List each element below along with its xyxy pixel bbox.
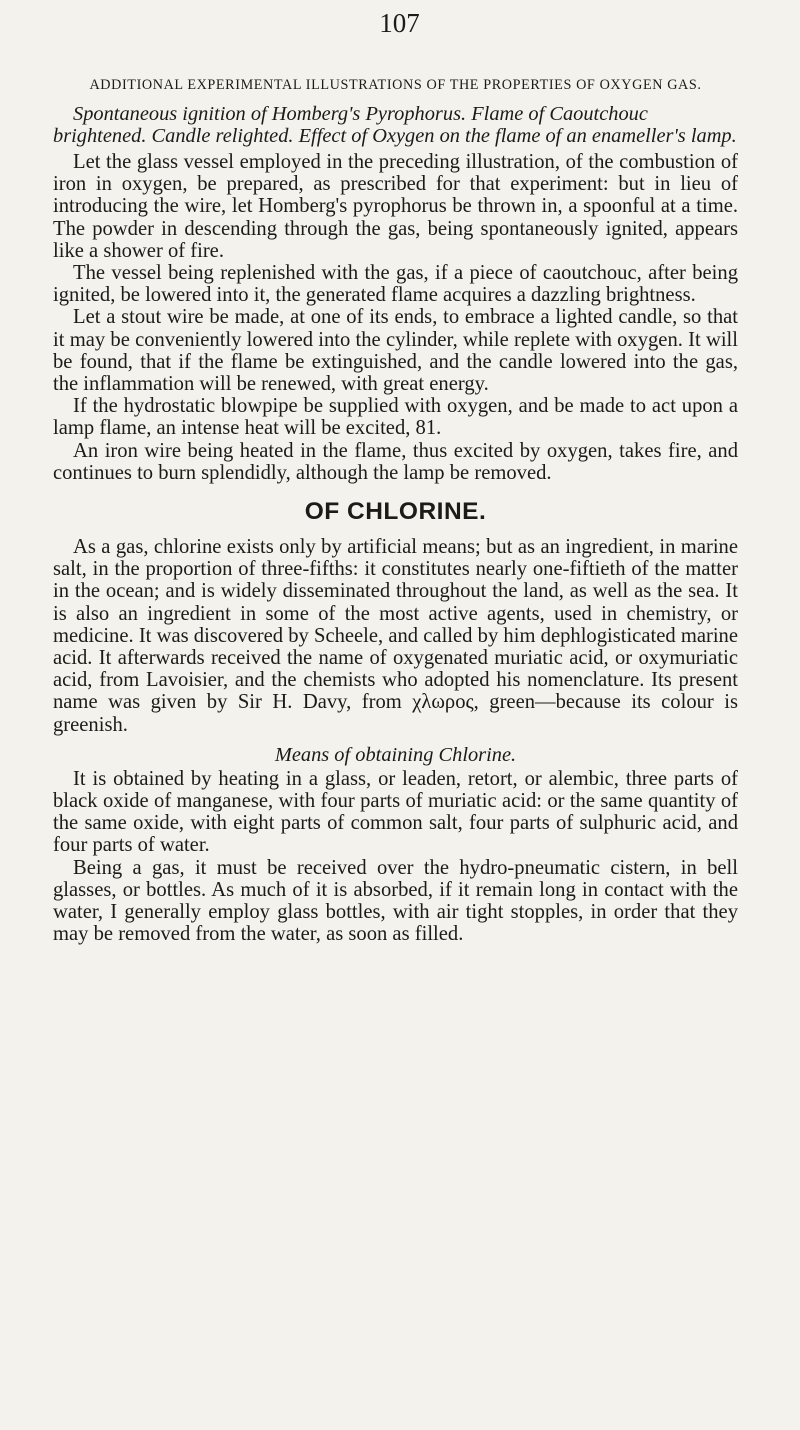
paragraph-candle: Let a stout wire be made, at one of its ends, to embrace a lighted candle, so that it may be conveniently lowered into the cylinder, while replete with oxygen. It will be found, that if the flame be extinguished, and the candle lowered into the gas, the inflammation will be renewed, with great energy. — [53, 306, 738, 396]
paragraph-caoutchouc: The vessel being replenished with the gas, if a piece of caoutchouc, after being ignited, be lowered into it, the generated flame acquires a dazzling brightness. — [53, 262, 738, 307]
paragraph-collecting-gas: Being a gas, it must be received over the hydro-pneumatic cistern, in bell glasses, or bottles. As much of it is absorbed, if it remain long in contact with the water, I generally employ glass bottles, with air tight stopples, in order that they may be removed from the water, as soon as filled. — [53, 856, 738, 946]
paragraph-iron-wire: An iron wire being heated in the flame, thus excited by oxygen, takes fire, and continues to burn splendidly, although the lamp be removed. — [53, 439, 738, 484]
paragraph-blowpipe: If the hydrostatic blowpipe be supplied with oxygen, and be made to act upon a lamp flame, an intense heat will be excited, 81. — [53, 395, 738, 440]
paragraph-chlorine-intro: As a gas, chlorine exists only by artificial means; but as an ingredient, in marine salt, in the proportion of three-fifths: it constitutes nearly one-fiftieth of the matter in the ocean; and is widely disseminated throughout the land, as well as the sea. It is also an ingredient in some of the most active agents, used in chemistry, or medicine. It was discovered by Scheele, and called by him dephlogisticated marine acid. It afterwards received the name of oxygenated muriatic acid, or oxymuriatic acid, from Lavoisier, and the chemists who adopted his nomenclature. Its present name was given by Sir H. Davy, from χλωρος, green—because its colour is greenish. — [53, 536, 738, 736]
page-number: 107 — [379, 8, 420, 38]
means-heading: Means of obtaining Chlorine. — [274, 743, 517, 766]
paragraph-homberg: Let the glass vessel employed in the preceding illustration, of the combustion of iron in oxygen, be prepared, as prescribed for that experiment: but in lieu of introducing the wire, let Homberg's pyrophorus be thrown in, a spoonful at a time. The powder in descending through the gas, being spontaneously ignited, appears like a shower of fire. — [53, 151, 738, 262]
paragraph-means-obtaining: It is obtained by heating in a glass, or leaden, retort, or alembic, three parts of black oxide of manganese, with four parts of muriatic acid: or the same quantity of the same oxide, with eight parts of common salt, four parts of sulphuric acid, and four parts of water. — [53, 767, 738, 857]
section-caption: ADDITIONAL EXPERIMENTAL ILLUSTRATIONS OF THE PROPERTIES OF OXYGEN GAS. — [89, 77, 702, 93]
chapter-title: OF CHLORINE. — [304, 498, 487, 526]
section-subheading: Spontaneous ignition of Homberg's Pyrophorus. Flame of Caoutchouc brightened. Candle relighted. Effect of Oxygen on the flame of an enameller's lamp. — [53, 103, 737, 147]
